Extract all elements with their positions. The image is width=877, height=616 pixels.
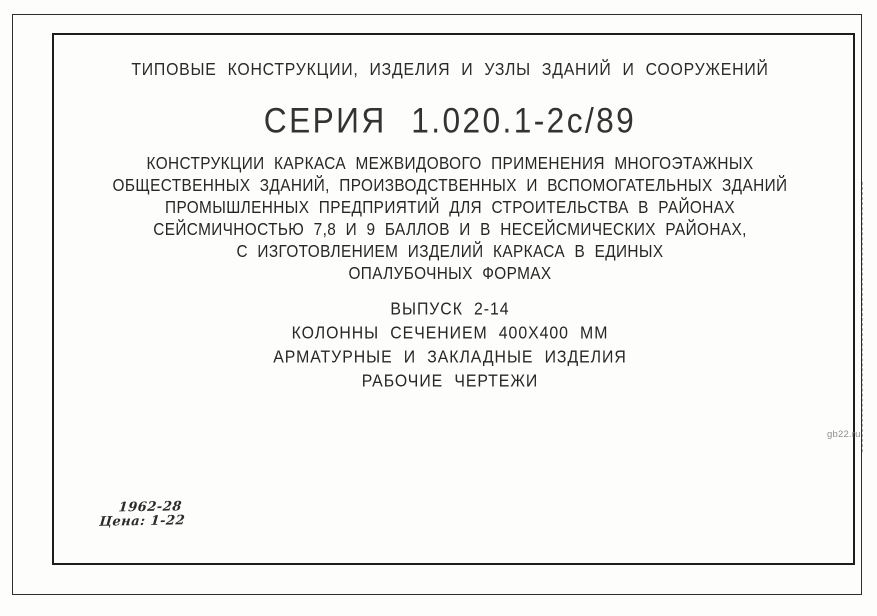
handwritten-price-stamp <box>99 500 187 529</box>
description-line: СЕЙСМИЧНОСТЬЮ 7,8 И 9 БАЛЛОВ И В НЕСЕЙСМИЧЕСКИХ РАЙОНАХ, <box>153 221 747 240</box>
stamp-number: 1962-28 <box>117 499 183 516</box>
issue-block <box>23 296 877 392</box>
description-line: ОПАЛУБОЧНЫХ ФОРМАХ <box>348 265 552 284</box>
issue-subject-line: КОЛОННЫ СЕЧЕНИЕМ 400Х400 ММ <box>291 323 609 343</box>
description-block <box>23 153 877 285</box>
issue-number-line: ВЫПУСК 2-14 <box>390 299 510 319</box>
document-category-line: ТИПОВЫЕ КОНСТРУКЦИИ, ИЗДЕЛИЯ И УЗЛЫ ЗДАНИЙ И СООРУЖЕНИЙ <box>131 60 769 80</box>
site-watermark: gb22.ru <box>827 429 861 440</box>
description-line: ОБЩЕСТВЕННЫХ ЗДАНИЙ, ПРОИЗВОДСТВЕННЫХ И ВСПОМОГАТЕЛЬНЫХ ЗДАНИЙ <box>112 177 788 196</box>
description-line: ПРОМЫШЛЕННЫХ ПРЕДПРИЯТИЙ ДЛЯ СТРОИТЕЛЬСТВА В РАЙОНАХ <box>165 199 735 218</box>
issue-drawings-line: РАБОЧИЕ ЧЕРТЕЖИ <box>361 371 539 391</box>
series-title: СЕРИЯ 1.020.1-2с/89 <box>263 100 637 140</box>
stamp-price: Цена: 1-22 <box>98 513 186 530</box>
description-line: КОНСТРУКЦИИ КАРКАСА МЕЖВИДОВОГО ПРИМЕНЕНИЯ МНОГОЭТАЖНЫХ <box>146 155 754 174</box>
description-line: С ИЗГОТОВЛЕНИЕМ ИЗДЕЛИЙ КАРКАСА В ЕДИНЫХ <box>236 243 664 262</box>
issue-products-line: АРМАТУРНЫЕ И ЗАКЛАДНЫЕ ИЗДЕЛИЯ <box>273 347 627 367</box>
